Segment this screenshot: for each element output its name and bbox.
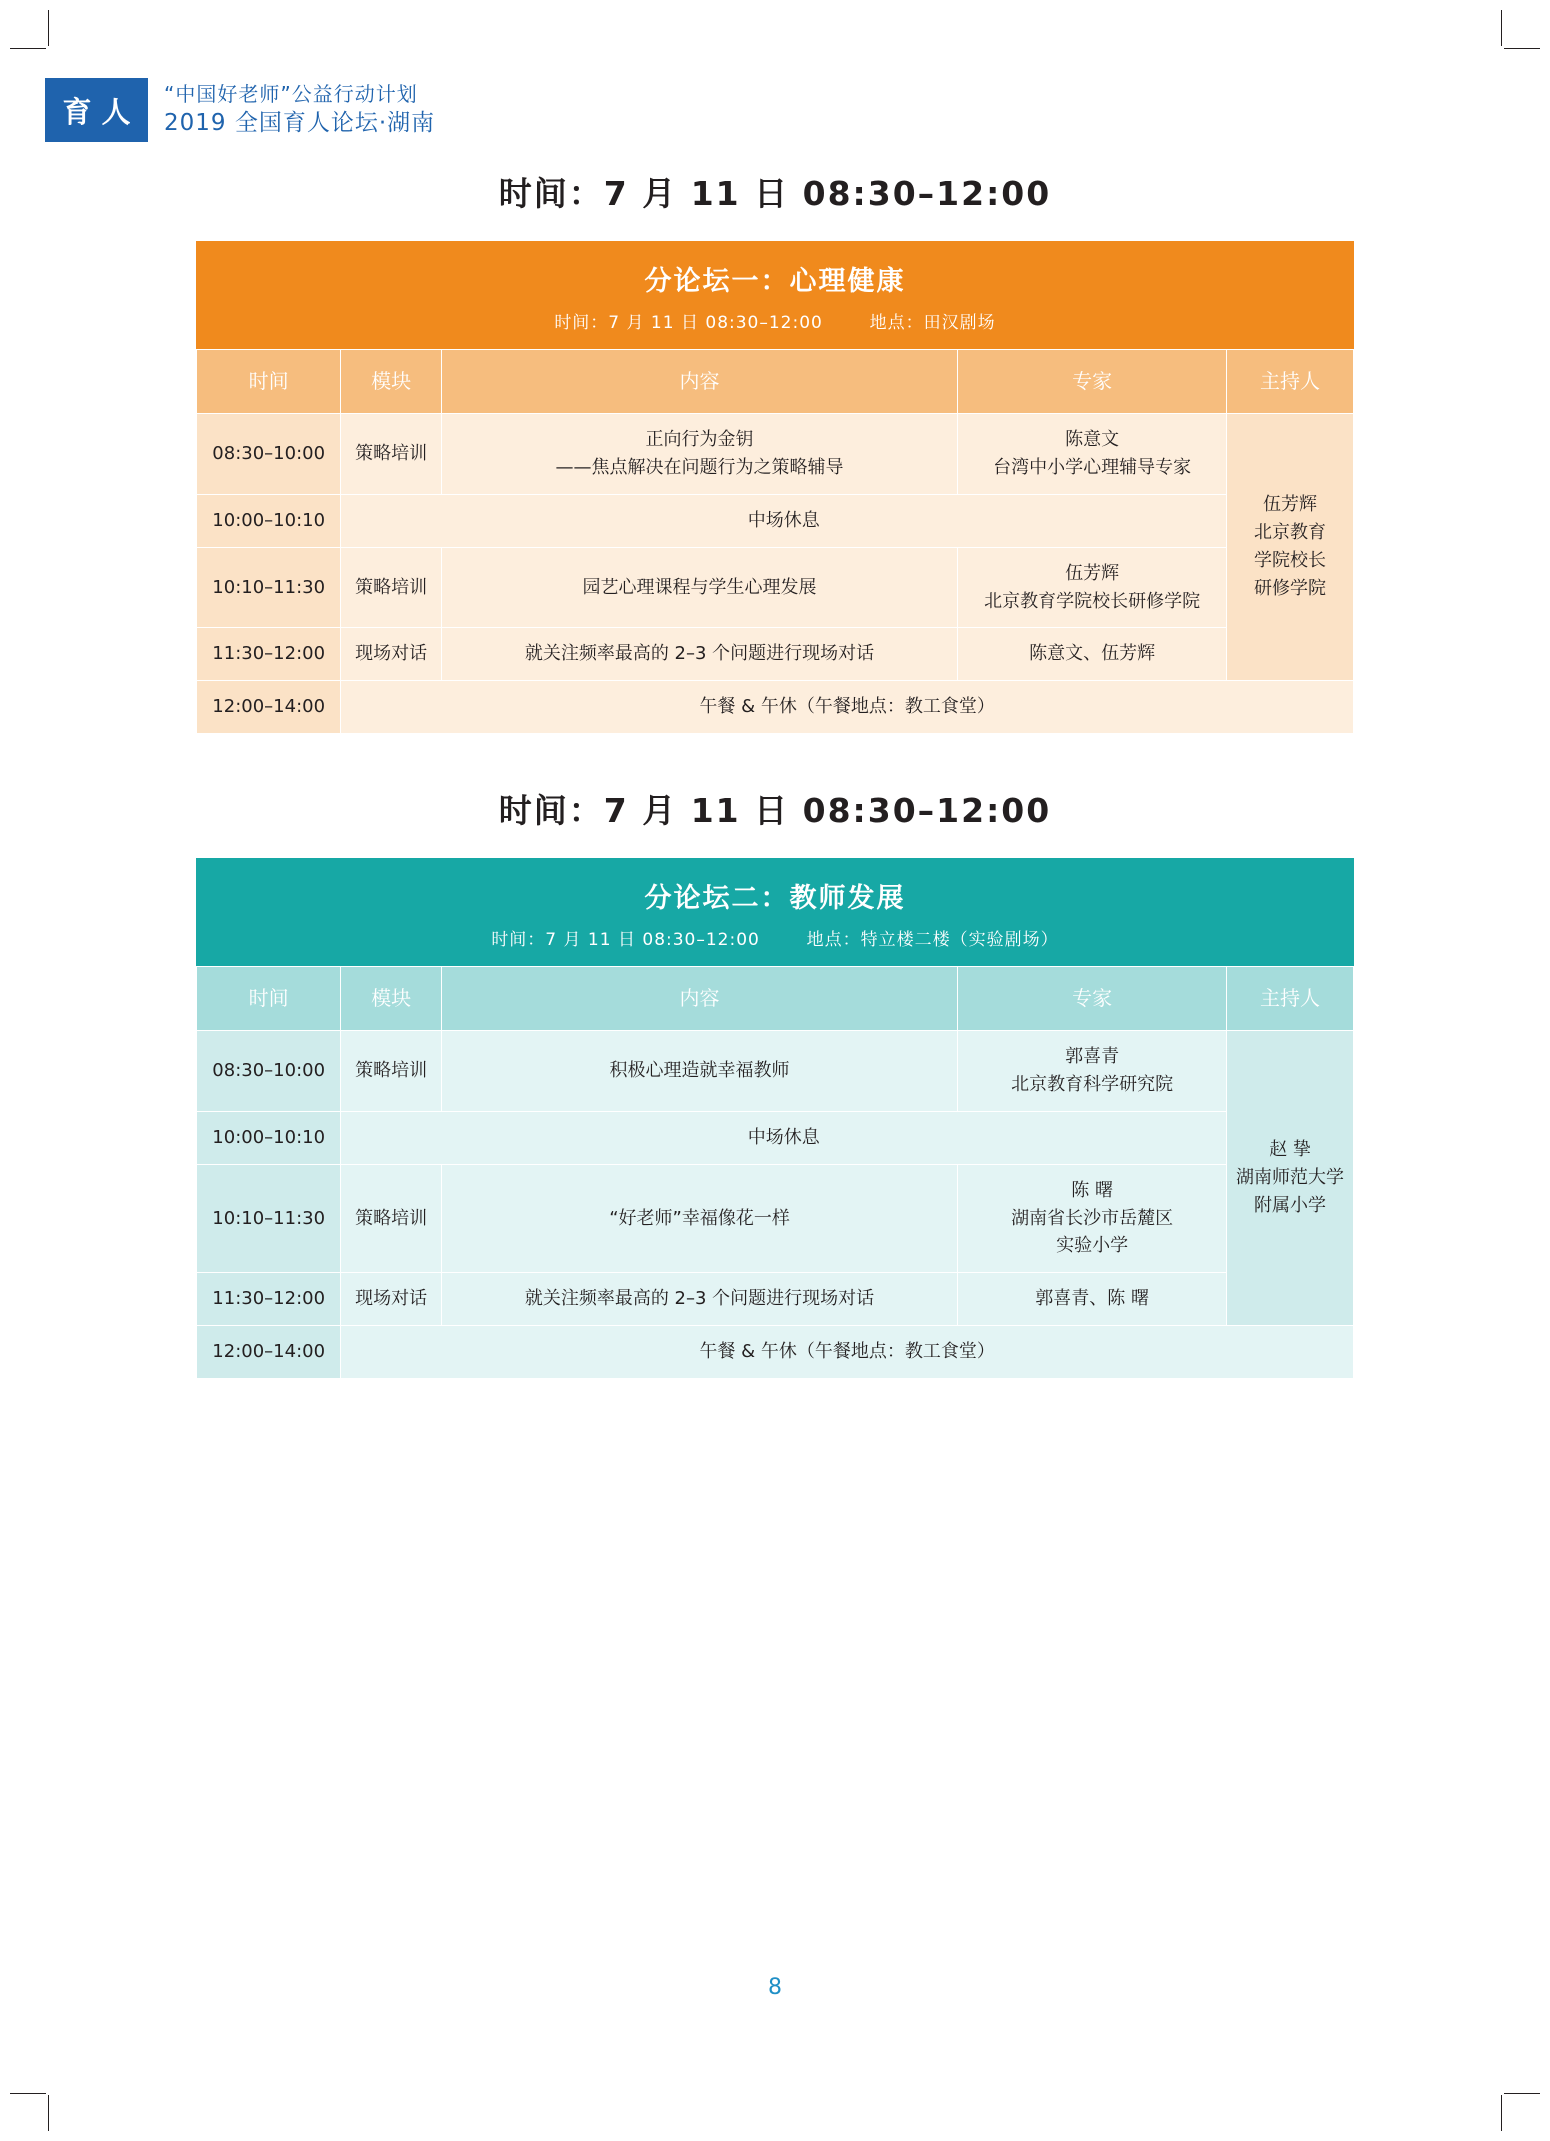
- cell-content: 就关注频率最高的 2–3 个问题进行现场对话: [441, 1273, 957, 1326]
- cell-content: 正向行为金钥 ——焦点解决在问题行为之策略辅导: [441, 414, 957, 495]
- cell-time: 12:00–14:00: [197, 1326, 341, 1379]
- col-header-host: 主持人: [1227, 350, 1354, 414]
- crop-mark-top-right-v: [1501, 10, 1502, 46]
- col-header-module: 模块: [341, 350, 442, 414]
- cell-content: 午餐 & 午休（午餐地点：教工食堂）: [341, 681, 1354, 734]
- cell-content: 中场休息: [341, 494, 1227, 547]
- cell-content: 中场休息: [341, 1111, 1227, 1164]
- cell-expert: 郭喜青、陈 曙: [958, 1273, 1227, 1326]
- cell-time: 11:30–12:00: [197, 628, 341, 681]
- cell-module: 现场对话: [341, 628, 442, 681]
- section-forum-1: [0, 168, 1550, 734]
- cell-host: 赵 挚 湖南师范大学 附属小学: [1227, 1031, 1354, 1326]
- cell-time: 10:00–10:10: [197, 1111, 341, 1164]
- col-header-module: 模块: [341, 967, 442, 1031]
- table-header-row: [197, 967, 1354, 1031]
- cell-content: 园艺心理课程与学生心理发展: [441, 547, 957, 628]
- section-1-banner: [196, 241, 1354, 349]
- col-header-time: 时间: [197, 350, 341, 414]
- cell-time: 08:30–10:00: [197, 1031, 341, 1112]
- cell-module: 策略培训: [341, 1031, 442, 1112]
- table-row: [197, 414, 1354, 495]
- section-2-banner-time: 时间：7 月 11 日 08:30–12:00: [491, 930, 760, 950]
- page-header: [45, 78, 435, 142]
- header-text-block: [164, 81, 435, 139]
- cell-module: 现场对话: [341, 1273, 442, 1326]
- section-forum-2: [0, 785, 1550, 1379]
- crop-mark-bottom-right-h: [1504, 2093, 1540, 2094]
- col-header-host: 主持人: [1227, 967, 1354, 1031]
- cell-content: “好老师”幸福像花一样: [441, 1164, 957, 1273]
- cell-time: 10:10–11:30: [197, 1164, 341, 1273]
- section-2-table-wrap: [196, 858, 1354, 1379]
- cell-host: 伍芳辉 北京教育 学院校长 研修学院: [1227, 414, 1354, 681]
- section-2-banner: [196, 858, 1354, 966]
- cell-time: 10:10–11:30: [197, 547, 341, 628]
- cell-module: 策略培训: [341, 547, 442, 628]
- section-2-banner-sub: [196, 925, 1354, 950]
- cell-content: 就关注频率最高的 2–3 个问题进行现场对话: [441, 628, 957, 681]
- header-forum-name: 2019 全国育人论坛·湖南: [164, 109, 436, 136]
- col-header-expert: 专家: [958, 967, 1227, 1031]
- cell-expert: 陈意文、伍芳辉: [958, 628, 1227, 681]
- section-1-heading: 时间：7 月 11 日 08:30–12:00: [498, 174, 1052, 213]
- table-row: [197, 1326, 1354, 1379]
- table-row: [197, 547, 1354, 628]
- table-row: [197, 628, 1354, 681]
- section-2-schedule-table: [196, 966, 1354, 1379]
- cell-time: 10:00–10:10: [197, 494, 341, 547]
- table-row: [197, 1273, 1354, 1326]
- section-1-banner-place: 地点：田汉剧场: [869, 313, 996, 333]
- crop-mark-top-left-v: [48, 10, 49, 46]
- col-header-content: 内容: [441, 350, 957, 414]
- header-program-name: “中国好老师”公益行动计划: [164, 81, 418, 106]
- table-row: [197, 1031, 1354, 1112]
- crop-mark-bottom-left-h: [10, 2093, 46, 2094]
- section-1-table-wrap: [196, 241, 1354, 734]
- col-header-time: 时间: [197, 967, 341, 1031]
- section-1-banner-sub: [196, 308, 1354, 333]
- table-row: [197, 681, 1354, 734]
- section-2-heading: 时间：7 月 11 日 08:30–12:00: [498, 791, 1052, 830]
- cell-expert: 郭喜青 北京教育科学研究院: [958, 1031, 1227, 1112]
- cell-time: 08:30–10:00: [197, 414, 341, 495]
- section-2-banner-place: 地点：特立楼二楼（实验剧场）: [806, 930, 1059, 950]
- crop-mark-top-right-h: [1504, 48, 1540, 49]
- cell-expert: 陈意文 台湾中小学心理辅导专家: [958, 414, 1227, 495]
- cell-content: 午餐 & 午休（午餐地点：教工食堂）: [341, 1326, 1354, 1379]
- crop-mark-bottom-left-v: [48, 2095, 49, 2131]
- table-row: [197, 494, 1354, 547]
- section-1-schedule-table: [196, 349, 1354, 734]
- cell-expert: 伍芳辉 北京教育学院校长研修学院: [958, 547, 1227, 628]
- table-row: [197, 1164, 1354, 1273]
- crop-mark-top-left-h: [10, 48, 46, 49]
- cell-content: 积极心理造就幸福教师: [441, 1031, 957, 1112]
- table-header-row: [197, 350, 1354, 414]
- table-row: [197, 1111, 1354, 1164]
- section-1-banner-time: 时间：7 月 11 日 08:30–12:00: [554, 313, 823, 333]
- cell-time: 12:00–14:00: [197, 681, 341, 734]
- col-header-content: 内容: [441, 967, 957, 1031]
- crop-mark-bottom-right-v: [1501, 2095, 1502, 2131]
- cell-time: 11:30–12:00: [197, 1273, 341, 1326]
- col-header-expert: 专家: [958, 350, 1227, 414]
- page-number: 8: [768, 1975, 782, 2000]
- logo-badge: 育人: [45, 78, 148, 142]
- section-2-banner-title: 分论坛二：教师发展: [644, 883, 906, 914]
- cell-module: 策略培训: [341, 414, 442, 495]
- section-1-banner-title: 分论坛一：心理健康: [644, 266, 906, 297]
- cell-expert: 陈 曙 湖南省长沙市岳麓区 实验小学: [958, 1164, 1227, 1273]
- cell-module: 策略培训: [341, 1164, 442, 1273]
